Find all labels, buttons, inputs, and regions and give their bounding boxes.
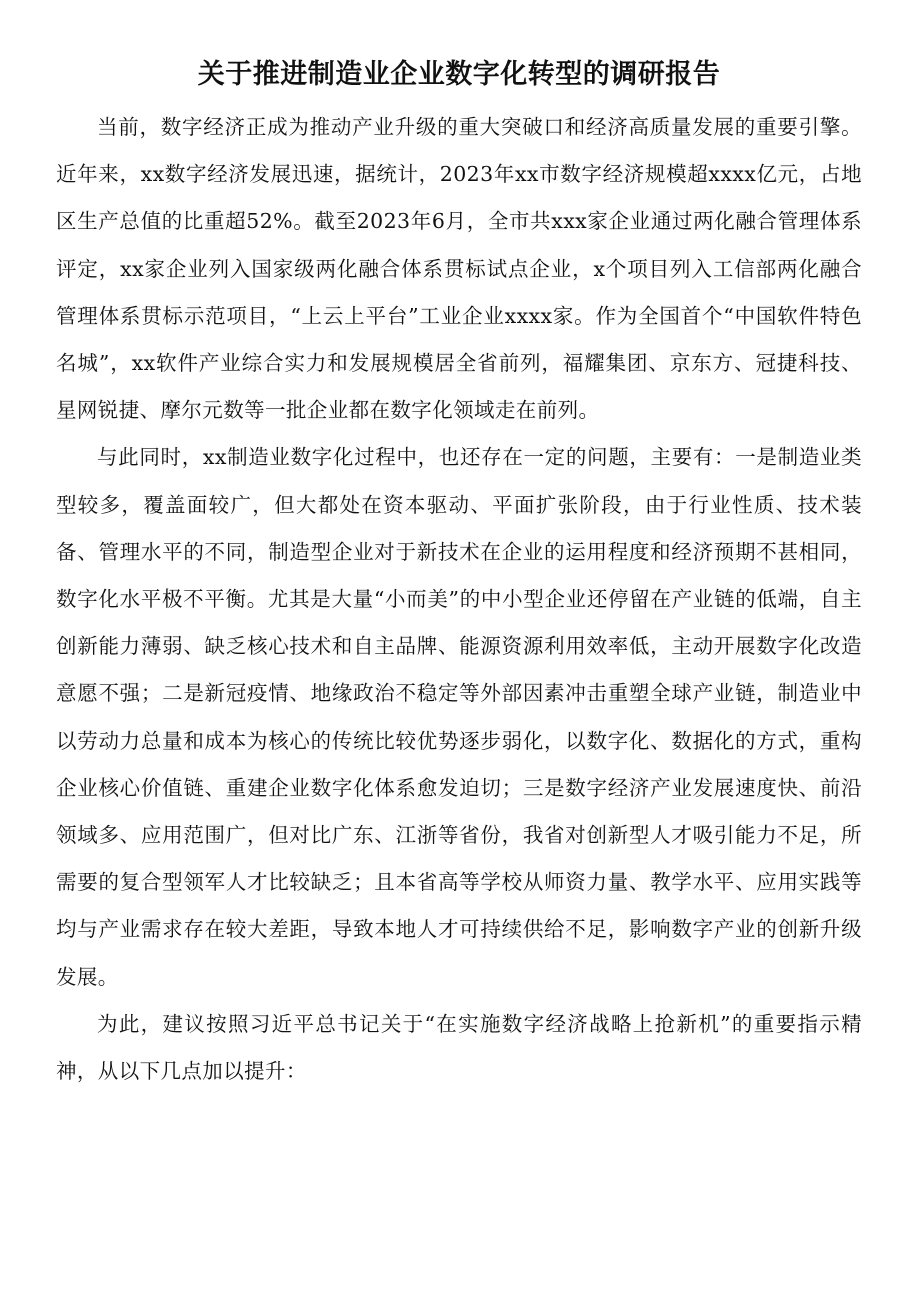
paragraph-suggestions: 为此，建议按照习近平总书记关于“在实施数字经济战略上抢新机”的重要指示精神，从以下几点加以提升： <box>56 1011 862 1084</box>
paragraph-problems: 与此同时，xx制造业数字化过程中，也还存在一定的问题，主要有：一是制造业类型较多，覆盖面较广，但大都处在资本驱动、平面扩张阶段，由于行业性质、技术装备、管理水平的不同，制造型企业对于新技术在企业的运用程度和经济预期不甚相同，数字化水平极不平衡。尤其是大量“小而美”的中小型企业还停留在产业链的低端，自主创新能力薄弱、缺乏核心技术和自主品牌、能源资源利用效率低，主动开展数字化改造意愿不强；二是新冠疫情、地缘政治不稳定等外部因素冲击重塑全球产业链，制造业中以劳动力总量和成本为核心的传统比较优势逐步弱化，以数字化、数据化的方式，重构企业核心价值链、重建企业数字化体系愈发迫切；三是数字经济产业发展速度快、前沿领域多、应用范围广，但对比广东、江浙等省份，我省对创新型人才吸引能力不足，所需要的复合型领军人才比较缺乏；且本省高等学校从师资力量、教学水平、应用实践等均与产业需求存在较大差距，导致本地人才可持续供给不足，影响数字产业的创新升级发展。 <box>56 445 862 989</box>
document-title: 关于推进制造业企业数字化转型的调研报告 <box>197 59 721 90</box>
paragraph-intro: 当前，数字经济正成为推动产业升级的重大突破口和经济高质量发展的重要引擎。近年来，xx数字经济发展迅速，据统计，2023年xx市数字经济规模超xxxx亿元，占地区生产总值的比重超52%。截至2023年6月，全市共xxx家企业通过两化融合管理体系评定，xx家企业列入国家级两化融合体系贯标试点企业，x个项目列入工信部两化融合管理体系贯标示范项目，“上云上平台”工业企业xxxx家。作为全国首个“中国软件特色名城”，xx软件产业综合实力和发展规模居全省前列，福耀集团、京东方、冠捷科技、星网锐捷、摩尔元数等一批企业都在数字化领域走在前列。 <box>56 115 862 423</box>
